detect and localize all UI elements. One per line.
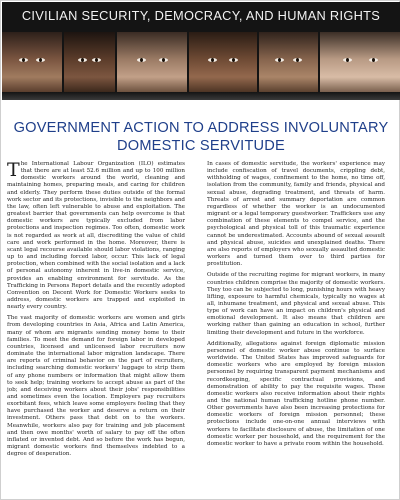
paragraph: In cases of domestic servitude, the workers' experience may include confiscation of travel documents, crippling debt, withholding of wages, confinement to the home, no time off, isolation from the community, family and friends, physical and sexual abuse, degrading treatment, and threats of harm. Threats of arrest and summary deportation are common regardless of whether the worker is an undocumented migrant or a legal temporary guestworker. Traffickers use any combination of these elements to compel service, and the psychological and physical toll of this traumatic experience cannot be underestimated. Accounts abound of sexual assault and physical abuse, suicides and unexplained deaths. There are also reports of employers who sexually assaulted domestic workers and turned them over to third parties for prostitution. [207, 161, 385, 268]
face-photo [2, 32, 62, 92]
eye-shape [19, 58, 28, 62]
face-photo [189, 32, 257, 92]
paragraph: The vast majority of domestic workers are women and girls from developing countries in Asia, Africa and Latin America, many of whom are migrants sending money home to their families. To meet the demand for foreign labor in developed countries, licensed and unlicensed labor recruiters now dominate the international labor migration landscape. There are reports of criminal behavior on the part of recruiters, including searching domestic workers' luggage to strip them of any phone numbers or information that might allow them to seek help; training workers to accept abuse as part of the job; and deceiving workers about their jobs' responsibilities and sometimes even the location. Employers pay recruiters exorbitant fees, which leave some employers feeling that they have purchased the worker and deserve a return on their investment. Others pass that debt on to the workers. Meanwhile, workers also pay for training and job placement and then owe months' worth of salary to pay off the often inflated or invented debt. And so before the work has begun, migrant domestic workers find themselves indebted to a degree of desperation. [7, 315, 185, 458]
paragraph: Additionally, allegations against foreign diplomatic mission personnel of domestic worker abuse continue to surface worldwide. The United States has improved safeguards for domestic workers who are employed by foreign mission personnel by requiring transparent payment mechanisms and recordkeeping, specific contractual provisions, and demonstration of ability to pay the requisite wages. These domestic workers also receive information about their rights and the national human trafficking hotline phone number. Other governments have also been increasing protections for domestic workers of foreign mission personnel; these protections include one-on-one annual interviews with workers to facilitate disclosure of abuse, the limitation of one domestic worker per household, and the requirement for the domestic worker to have a private room within the household. [207, 340, 385, 447]
header-banner [2, 2, 400, 100]
left-column [7, 161, 185, 495]
article-headline [1, 119, 400, 155]
face-photo [320, 32, 400, 92]
eye-shape [369, 58, 378, 62]
section-title: CIVILIAN SECURITY, DEMOCRACY, AND HUMAN RIGHTS [21, 8, 381, 23]
headline-line: DOMESTIC SERVITUDE [117, 138, 285, 154]
eye-shape [293, 58, 302, 62]
drop-cap: T [7, 161, 20, 181]
eye-shape [137, 58, 146, 62]
banner-edge [2, 92, 400, 100]
face-photo [117, 32, 187, 92]
eye-shape [208, 58, 217, 62]
eye-shape [159, 58, 168, 62]
eye-shape [92, 58, 101, 62]
face-photo [259, 32, 319, 92]
headline-line: GOVERNMENT ACTION TO ADDRESS INVOLUNTARY [13, 120, 389, 136]
eye-shape [36, 58, 45, 62]
eye-shape [275, 58, 284, 62]
eye-shape [229, 58, 238, 62]
eye-shape [78, 58, 87, 62]
eye-shape [343, 58, 352, 62]
right-column [207, 161, 385, 495]
faces-photo-strip [2, 32, 400, 92]
face-photo [64, 32, 116, 92]
paragraph-text: he International Labour Organization (ILO) estimates that there are at least 52.6 million and up to 100 million domestic workers around the world, cleaning and maintaining homes, preparing meals, and caring for children and elderly. They perform these duties outside of the formal work sector and its protections, invisible to the neighbors and the law, often left vulnerable to abuse and exploitation. The greatest barrier that governments can help overcome is that domestic workers are typically excluded from labor protections and inspection regimes. Too often, domestic work is not regarded as work at all, discrediting the value of child care and work performed in the home. Moreover, there is scant legal recourse available should labor violations, ranging up to and including forced labor, occur. This lack of legal protection, when combined with the social isolation and a lack of personal autonomy inherent in live-in domestic service, provides an enabling environment for servitude. As the Trafficking in Persons Report details and the recently adopted Convention on Decent Work for Domestic Workers seeks to address, domestic workers are trapped and exploited in nearly every country. [7, 161, 185, 311]
paragraph: Outside of the recruiting regime for migrant workers, in many countries children comprise the majority of domestic workers. They too can be subjected to long, punishing hours with heavy lifting, exposure to harmful chemicals, typically no wages at all, inhumane treatment, and physical and sexual abuse. This type of work can have an impact on children's physical and emotional development. It also means that children are working rather than gaining an education in school, further limiting their development and future in the workforce. [207, 272, 385, 336]
paragraph [7, 161, 185, 311]
